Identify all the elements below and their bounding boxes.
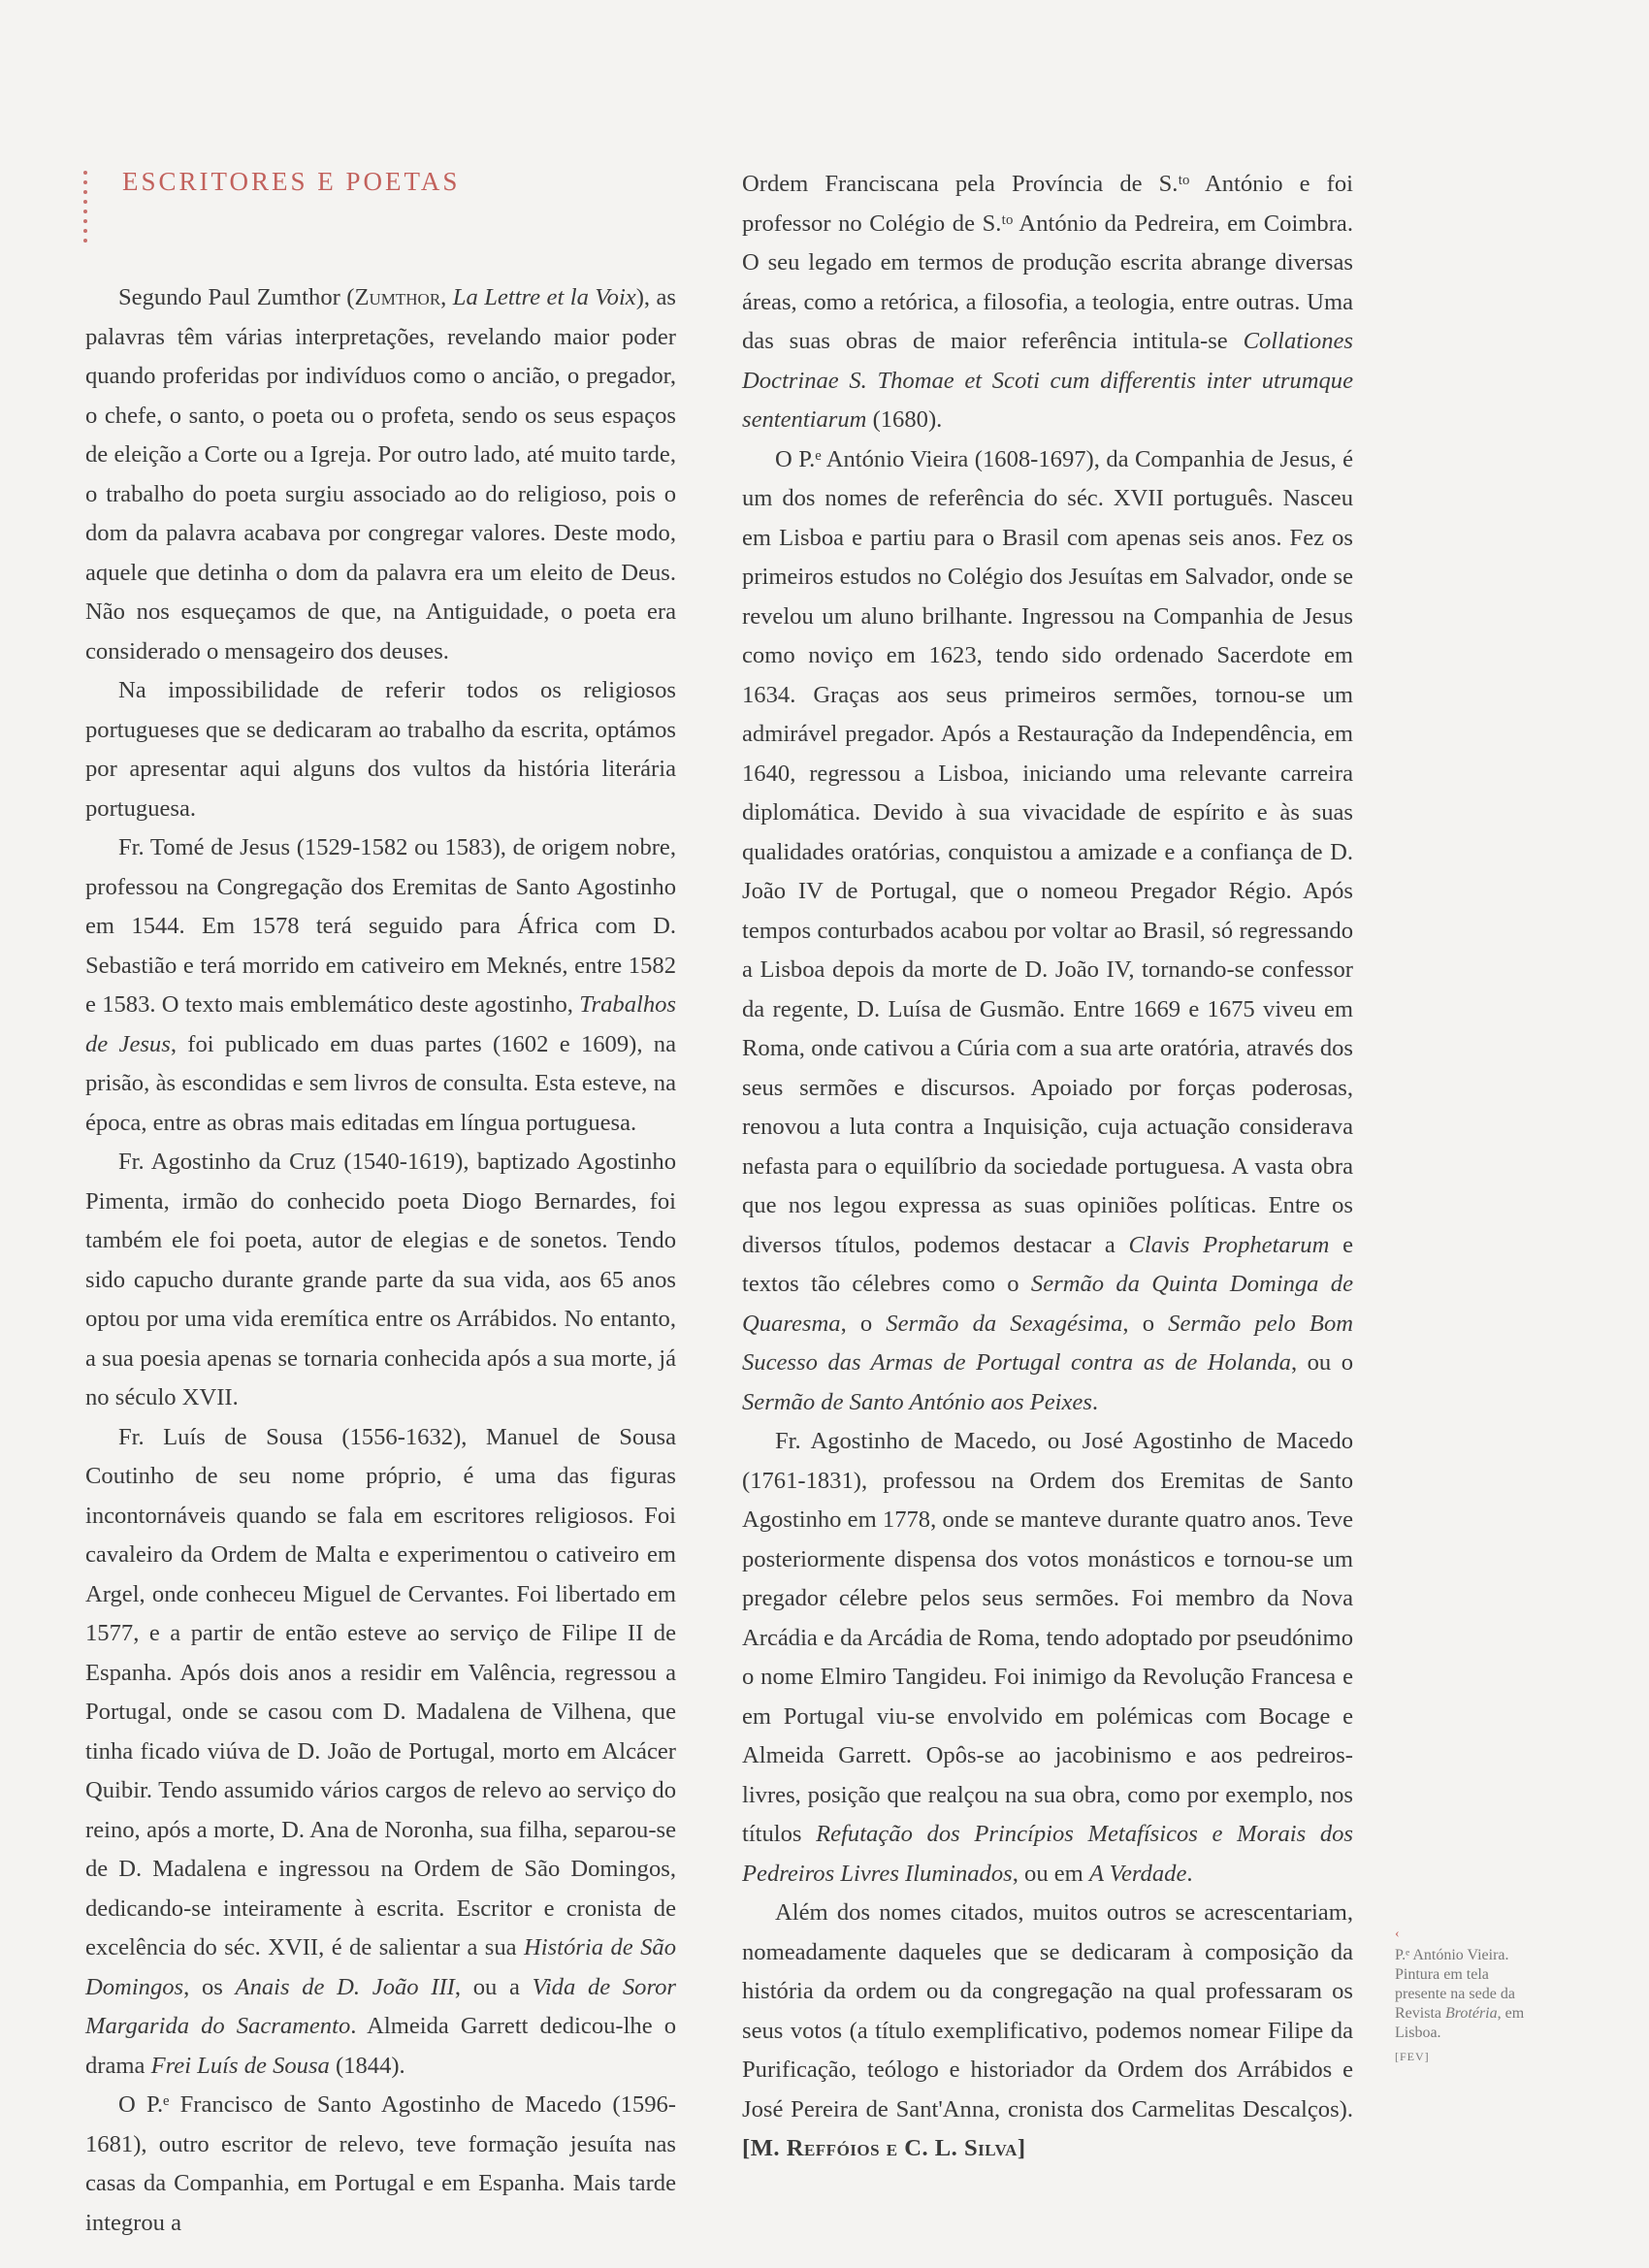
paragraph [85,671,676,828]
paragraph [85,2086,676,2243]
paragraph [85,1143,676,1418]
text-run: O P.ᵉ António Vieira (1608-1697), da Companhia de Jesus, é um dos nomes de referência do séc. XVII português. Nasceu em Lisboa e partiu para o Brasil com apenas seis anos. Fez os primeiros estudos no Colégio dos Jesuítas em Salvador, onde se revelou um aluno brilhante. Ingressou na Companhia de Jesus como noviço em 1623, tendo sido ordenado Sacerdote em 1634. Graças aos seus primeiros sermões, tornou-se um admirável pregador. Após a Restauração da Independência, em 1640, regressou a Lisboa, iniciando uma relevante carreira diplomática. Devido à sua vivacidade de espírito e às suas qualidades oratórias, conquistou a amizade e a confiança de D. João IV de Portugal, que o nomeou Pregador Régio. Após tempos conturbados acabou por voltar ao Brasil, só regressando a Lisboa depois da morte de D. João IV, tornando-se confessor da regente, D. Luísa de Gusmão. Entre 1669 e 1675 viveu em Roma, onde cativou a Cúria com a sua arte oratória, através dos seus sermões e discursos. Apoiado por forças poderosas, renovou a luta contra a Inquisição, cuja actuação considerava nefasta para o equilíbrio da sociedade portuguesa. A vasta obra que nos legou expressa as suas opiniões políticas. Entre os diversos títulos, podemos destacar a [742,445,1353,1258]
image-caption [1395,1925,1540,2066]
italic-title: Vida de Soror Margarida do Sacramento [85,1973,676,2039]
text-run: (1680). [866,406,943,433]
text-run: Fr. Agostinho de Macedo, ou José Agostinho de Macedo (1761-1831), professou na Ordem dos Eremitas de Santo Agostinho em 1778, onde se manteve durante quatro anos. Teve posteriormente dispensa dos votos monásticos e tornou-se um pregador célebre pelos seus sermões. Foi membro da Nova Arcádia e da Arcádia de Roma, tendo adoptado por pseudónimo o nome Elmiro Tangideu. Foi inimigo da Revolução Francesa e em Portugal viu-se envolvido em polémicas com Bocage e Almeida Garrett. Opôs-se ao jacobinismo e aos pedreiros-livres, posição que realçou na sua obra, como por exemplo, nos títulos [742,1428,1353,1847]
text-run: . Almeida Garrett dedicou-lhe o drama [85,2013,677,2079]
text-run: ), as palavras têm várias interpretações, revelando maior poder quando proferidas por indivíduos como o ancião, o pregador, o chefe, o santo, o poeta ou o profeta, sendo os seus espaços de eleição a Corte ou a Igreja. Por outro lado, até muito tarde, o trabalho do poeta surgiu associado ao do religioso, pois o dom da palavra acabava por congregar valores. Deste modo, aquele que detinha o dom da palavra era um eleito de Deus. Não nos esqueçamos de que, na Antiguidade, o poeta era considerado o mensageiro dos deuses. [85,284,676,664]
caption-credit: [FEV] [1395,2050,1430,2063]
italic-title: Clavis Prophetarum [1128,1231,1330,1258]
text-run: , foi publicado em duas partes (1602 e 1609), na prisão, às escondidas e sem livros de consulta. Esta esteve, na época, entre as obras mais editadas em língua portuguesa. [85,1030,676,1136]
text-run: e textos tão célebres como o [742,1231,1353,1297]
text-run: Fr. Luís de Sousa (1556-1632), Manuel de Sousa Coutinho de seu nome próprio, é uma das figuras incontornáveis quando se fala em escritores religiosos. Foi cavaleiro da Ordem de Malta e experimentou o cativeiro em Argel, onde conheceu Miguel de Cervantes. Foi libertado em 1577, e a partir de então esteve ao serviço de Filipe II de Espanha. Após dois anos a residir em Valência, regressou a Portugal, onde se casou com D. Madalena de Vilhena, que tinha ficado viúva de D. João de Portugal, morto em Alcácer Quibir. Tendo assumido vários cargos de relevo ao serviço do reino, após a morte, D. Ana de Noronha, sua filha, separou-se de D. Madalena e ingressou na Ordem de São Domingos, dedicando-se inteiramente à escrita. Escritor e cronista de excelência do séc. XVII, é de salientar a sua [85,1423,676,1960]
author-credit: [M. Reffóios e C. L. Silva] [742,2135,1026,2161]
decorative-dots [83,171,89,248]
italic-title: Sermão pelo Bom Sucesso das Armas de Portugal contra as de Holanda [742,1310,1353,1376]
paragraph [742,1894,1353,2169]
paragraph [742,440,1353,1423]
paragraph [85,1418,676,2087]
paragraph [742,1422,1353,1894]
italic-title: Frei Luís de Sousa [150,2052,330,2079]
text-run: Fr. Agostinho da Cruz (1540-1619), baptizado Agostinho Pimenta, irmão do conhecido poeta Diogo Bernardes, foi também ele foi poeta, autor de elegias e de sonetos. Tendo sido capucho durante grande parte da sua vida, aos 65 anos optou por uma vida eremítica entre os Arrábidos. No entanto, a sua poesia apenas se tornaria conhecida após a sua morte, já no século XVII. [85,1149,676,1410]
text-run: , o [840,1310,887,1337]
text-run: O P.ᵉ Francisco de Santo Agostinho de Macedo (1596-1681), outro escritor de relevo, teve formação jesuíta nas casas da Companhia, em Portugal e em Espanha. Mais tarde integrou a [85,2091,676,2236]
caption-text: P.ᵉ António Vieira. Pintura em tela presente na sede da Revista [1395,1947,1515,2022]
arrow-left-icon: ‹ [1395,1927,1400,1941]
caption-text-end: , em Lisboa. [1395,2005,1525,2041]
italic-title: Sermão da Sexagésima [886,1310,1123,1337]
paragraph [85,828,676,1143]
italic-title: Sermão de Santo António aos Peixes [742,1388,1092,1415]
section-title: ESCRITORES E POETAS [122,167,461,196]
paragraph [85,278,676,671]
text-run: , ou o [1290,1349,1353,1376]
text-run: , ou a [454,1973,533,2000]
text-run: (1844). [329,2052,405,2079]
italic-title: Refutação dos Princípios Metafísicos e Morais dos Pedreiros Livres Iluminados [742,1821,1353,1887]
text-run: , o [1122,1310,1169,1337]
small-caps-text: Zumthor [354,284,441,310]
text-run: Na impossibilidade de referir todos os religiosos portugueses que se dedicaram ao trabalho da escrita, optámos por apresentar aqui alguns dos vultos da história literária portuguesa. [85,677,676,822]
italic-title: La Lettre et la Voix [452,284,636,310]
text-run: Ordem Franciscana pela Província de S.ᵗᵒ António e foi professor no Colégio de S.ᵗᵒ António da Pedreira, em Coimbra. O seu legado em termos de produção escrita abrange diversas áreas, como a retórica, a filosofia, a teologia, entre outras. Uma das suas obras de maior referência intitula-se [742,171,1353,354]
italic-title: Collationes Doctrinae S. Thomae et Scoti cum differentis inter utrumque sententiarum [742,328,1353,433]
italic-title: A Verdade [1088,1860,1187,1887]
caption-italic: Brotéria [1445,2005,1498,2022]
text-run: , ou em [1012,1860,1089,1887]
text-run: Segundo Paul Zumthor ( [118,284,355,310]
left-column [85,278,676,2243]
text-run: . [1186,1860,1193,1887]
text-run: , os [183,1973,236,2000]
paragraph [742,165,1353,440]
text-run: Além dos nomes citados, muitos outros se acrescentariam, nomeadamente daqueles que se dedicaram à composição da história da ordem ou da congregação na qual professaram os seus votos (a título exemplificativo, podemos nomear Filipe da Purificação, teólogo e historiador da Ordem dos Arrábidos e José Pereira de Sant'Anna, cronista dos Carmelitas Descalços). [742,1899,1353,2122]
italic-title: História de São Domingos [85,1934,676,2000]
text-run: , [440,284,453,310]
right-column [742,165,1353,2169]
italic-title: Sermão da Quinta Dominga de Quaresma [742,1271,1353,1337]
text-run: . [1091,1388,1099,1415]
italic-title: Anais de D. João III [235,1973,455,2000]
text-run: Fr. Tomé de Jesus (1529-1582 ou 1583), de origem nobre, professou na Congregação dos Eremitas de Santo Agostinho em 1544. Em 1578 terá seguido para África com D. Sebastião e terá morrido em cativeiro em Meknés, entre 1582 e 1583. O texto mais emblemático deste agostinho, [85,834,676,1018]
italic-title: Trabalhos de Jesus [85,991,676,1057]
